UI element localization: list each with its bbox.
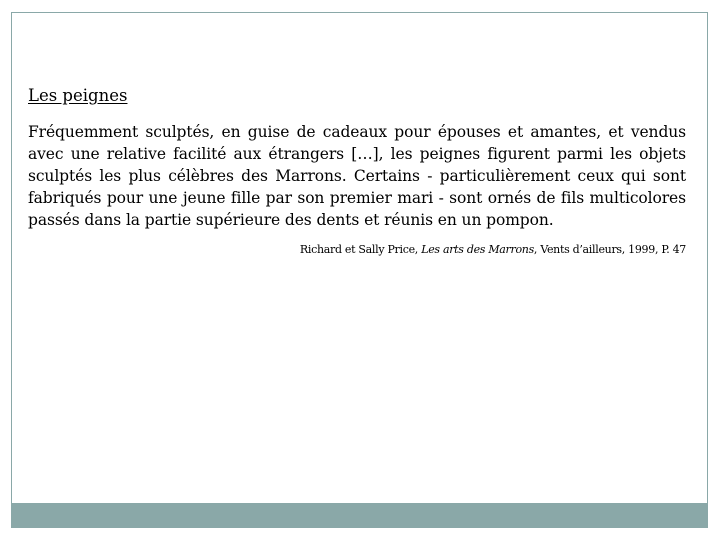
slide-frame bbox=[11, 12, 708, 528]
citation-book-title: Les arts des Marrons bbox=[421, 243, 534, 256]
citation-authors: Richard et Sally Price, bbox=[299, 243, 422, 256]
citation-publisher-page: , Vents d’ailleurs, 1999, P. 47 bbox=[533, 243, 686, 256]
slide-heading: Les peignes bbox=[28, 86, 128, 105]
slide-content bbox=[28, 85, 686, 258]
footer-bar bbox=[12, 503, 707, 527]
citation bbox=[28, 242, 686, 258]
quote-paragraph: Fréquemment sculptés, en guise de cadeaux pour épouses et amantes, et vendus avec une relative facilité aux étrangers […], les peignes figurent parmi les objets sculptés les plus célèbres des Marrons. Certains - particulièrement ceux qui sont fabriqués pour une jeune fille par son premier mari - sont ornés de fils multicolores passés dans la partie supérieure des dents et réunis en un pompon. bbox=[28, 123, 686, 229]
